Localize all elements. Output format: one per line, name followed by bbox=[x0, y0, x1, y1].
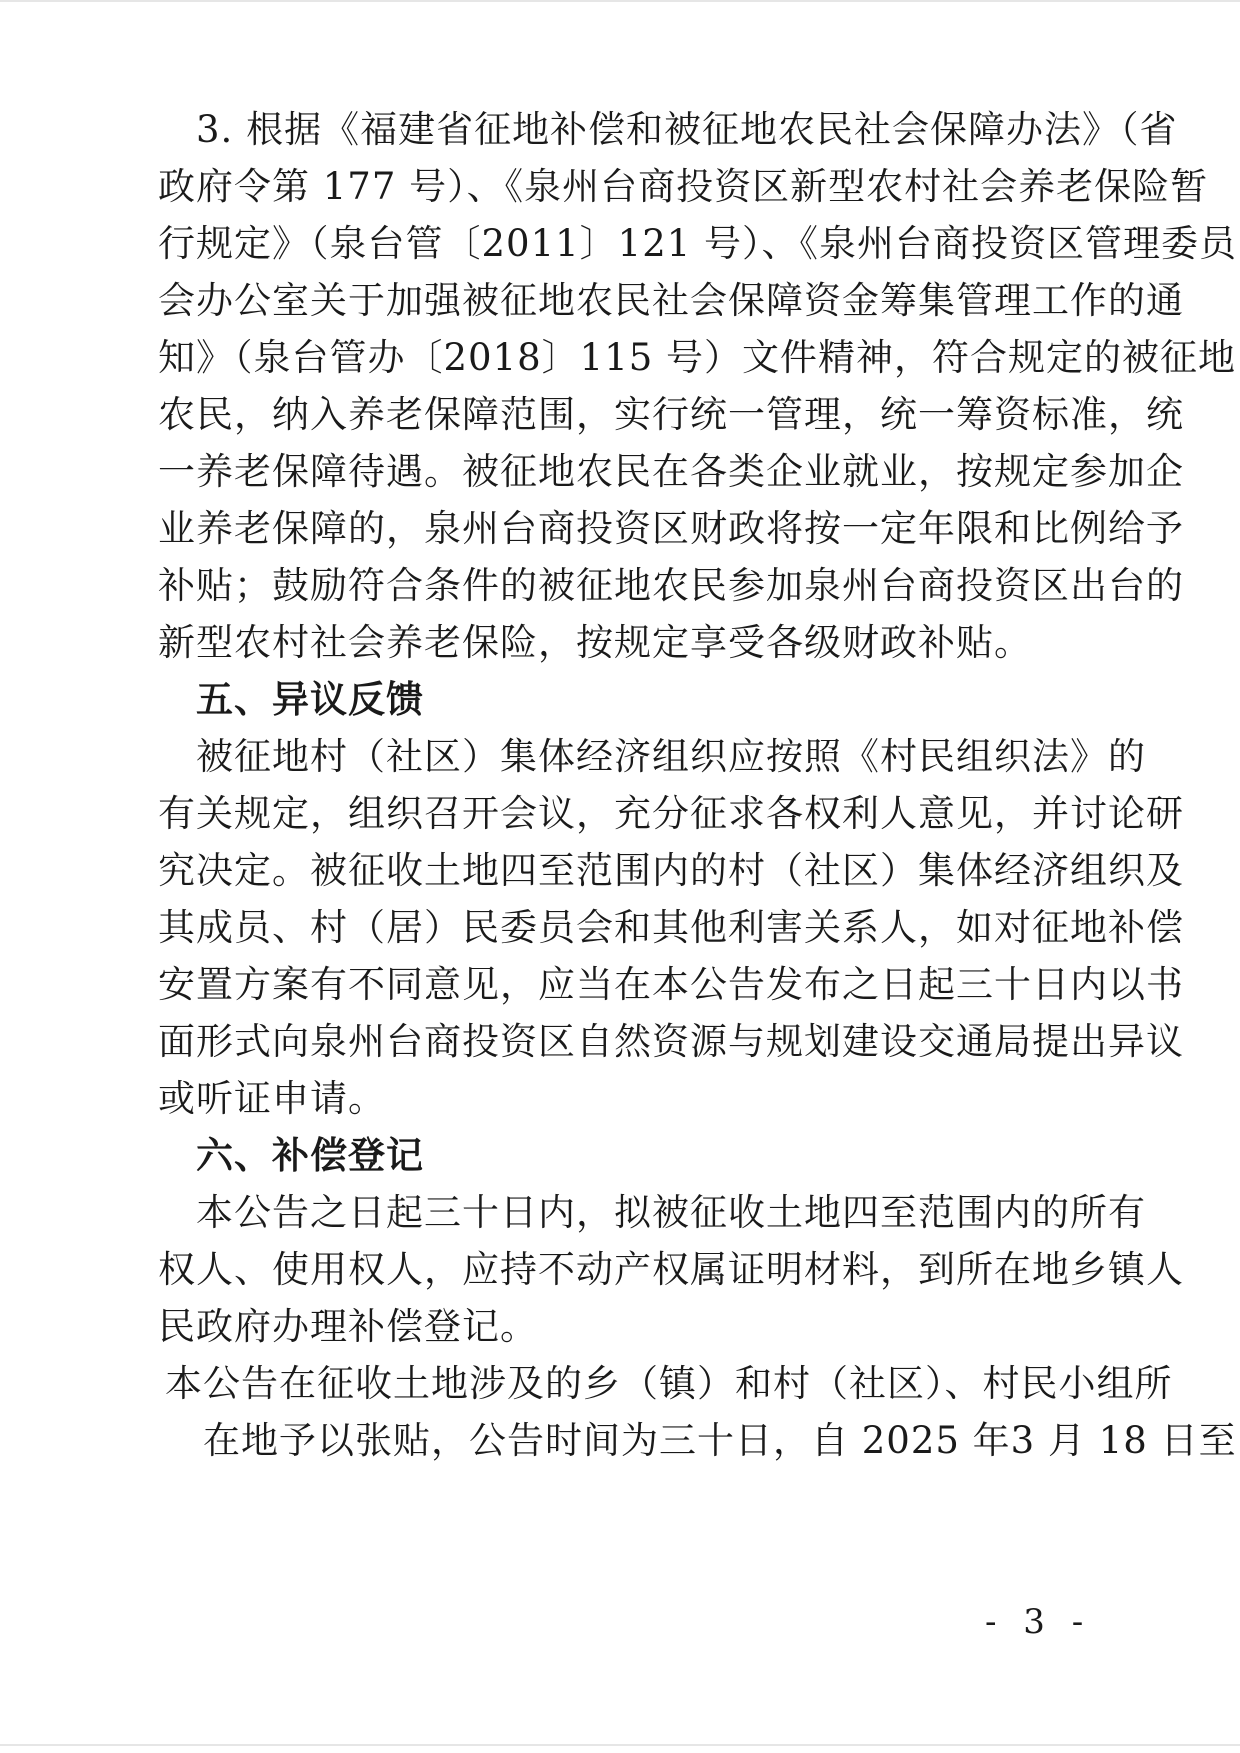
paragraph-line: 面形式向泉州台商投资区自然资源与规划建设交通局提出异议 bbox=[158, 1020, 1184, 1063]
scan-edge-top bbox=[0, 0, 1240, 2]
paragraph-line: 或听证申请。 bbox=[158, 1077, 386, 1120]
paragraph-line: 被征地村（社区）集体经济组织应按照《村民组织法》的 bbox=[158, 735, 1146, 778]
paragraph-line: 知》（泉台管办〔2018〕115 号）文件精神，符合规定的被征地 bbox=[158, 336, 1237, 379]
paragraph-line: 安置方案有不同意见，应当在本公告发布之日起三十日内以书 bbox=[158, 963, 1184, 1006]
paragraph-line: 3. 根据《福建省征地补偿和被征地农民社会保障办法》（省 bbox=[158, 108, 1178, 151]
paragraph-line: 业养老保障的，泉州台商投资区财政将按一定年限和比例给予 bbox=[158, 507, 1184, 550]
paragraph-line: 究决定。被征收土地四至范围内的村（社区）集体经济组织及 bbox=[158, 849, 1184, 892]
paragraph-line: 行规定》（泉台管〔2011〕121 号）、《泉州台商投资区管理委员 bbox=[158, 222, 1238, 265]
paragraph-line: 本公告之日起三十日内，拟被征收土地四至范围内的所有 bbox=[158, 1191, 1146, 1234]
page-number: - 3 - bbox=[985, 1602, 1092, 1642]
paragraph-line: 本公告在征收土地涉及的乡（镇）和村（社区）、村民小组所 bbox=[165, 1362, 1173, 1405]
paragraph-line: 在地予以张贴，公告时间为三十日，自 2025 年3 月 18 日至 bbox=[165, 1419, 1237, 1462]
section-heading-registration: 六、补偿登记 bbox=[158, 1134, 424, 1177]
section-heading-objection: 五、异议反馈 bbox=[158, 678, 424, 721]
paragraph-line: 其成员、村（居）民委员会和其他利害关系人，如对征地补偿 bbox=[158, 906, 1184, 949]
paragraph-line: 农民，纳入养老保障范围，实行统一管理，统一筹资标准，统 bbox=[158, 393, 1184, 436]
paragraph-line: 一养老保障待遇。被征地农民在各类企业就业，按规定参加企 bbox=[158, 450, 1184, 493]
paragraph-line: 民政府办理补偿登记。 bbox=[158, 1305, 538, 1348]
scan-edge-bottom bbox=[0, 1744, 1240, 1746]
paragraph-line: 补贴；鼓励符合条件的被征地农民参加泉州台商投资区出台的 bbox=[158, 564, 1184, 607]
paragraph-line: 政府令第 177 号）、《泉州台商投资区新型农村社会养老保险暂 bbox=[158, 165, 1209, 208]
paragraph-line: 权人、使用权人，应持不动产权属证明材料，到所在地乡镇人 bbox=[158, 1248, 1184, 1291]
paragraph-line: 新型农村社会养老保险，按规定享受各级财政补贴。 bbox=[158, 621, 1032, 664]
paragraph-line: 会办公室关于加强被征地农民社会保障资金筹集管理工作的通 bbox=[158, 279, 1184, 322]
paragraph-line: 有关规定，组织召开会议，充分征求各权利人意见，并讨论研 bbox=[158, 792, 1184, 835]
